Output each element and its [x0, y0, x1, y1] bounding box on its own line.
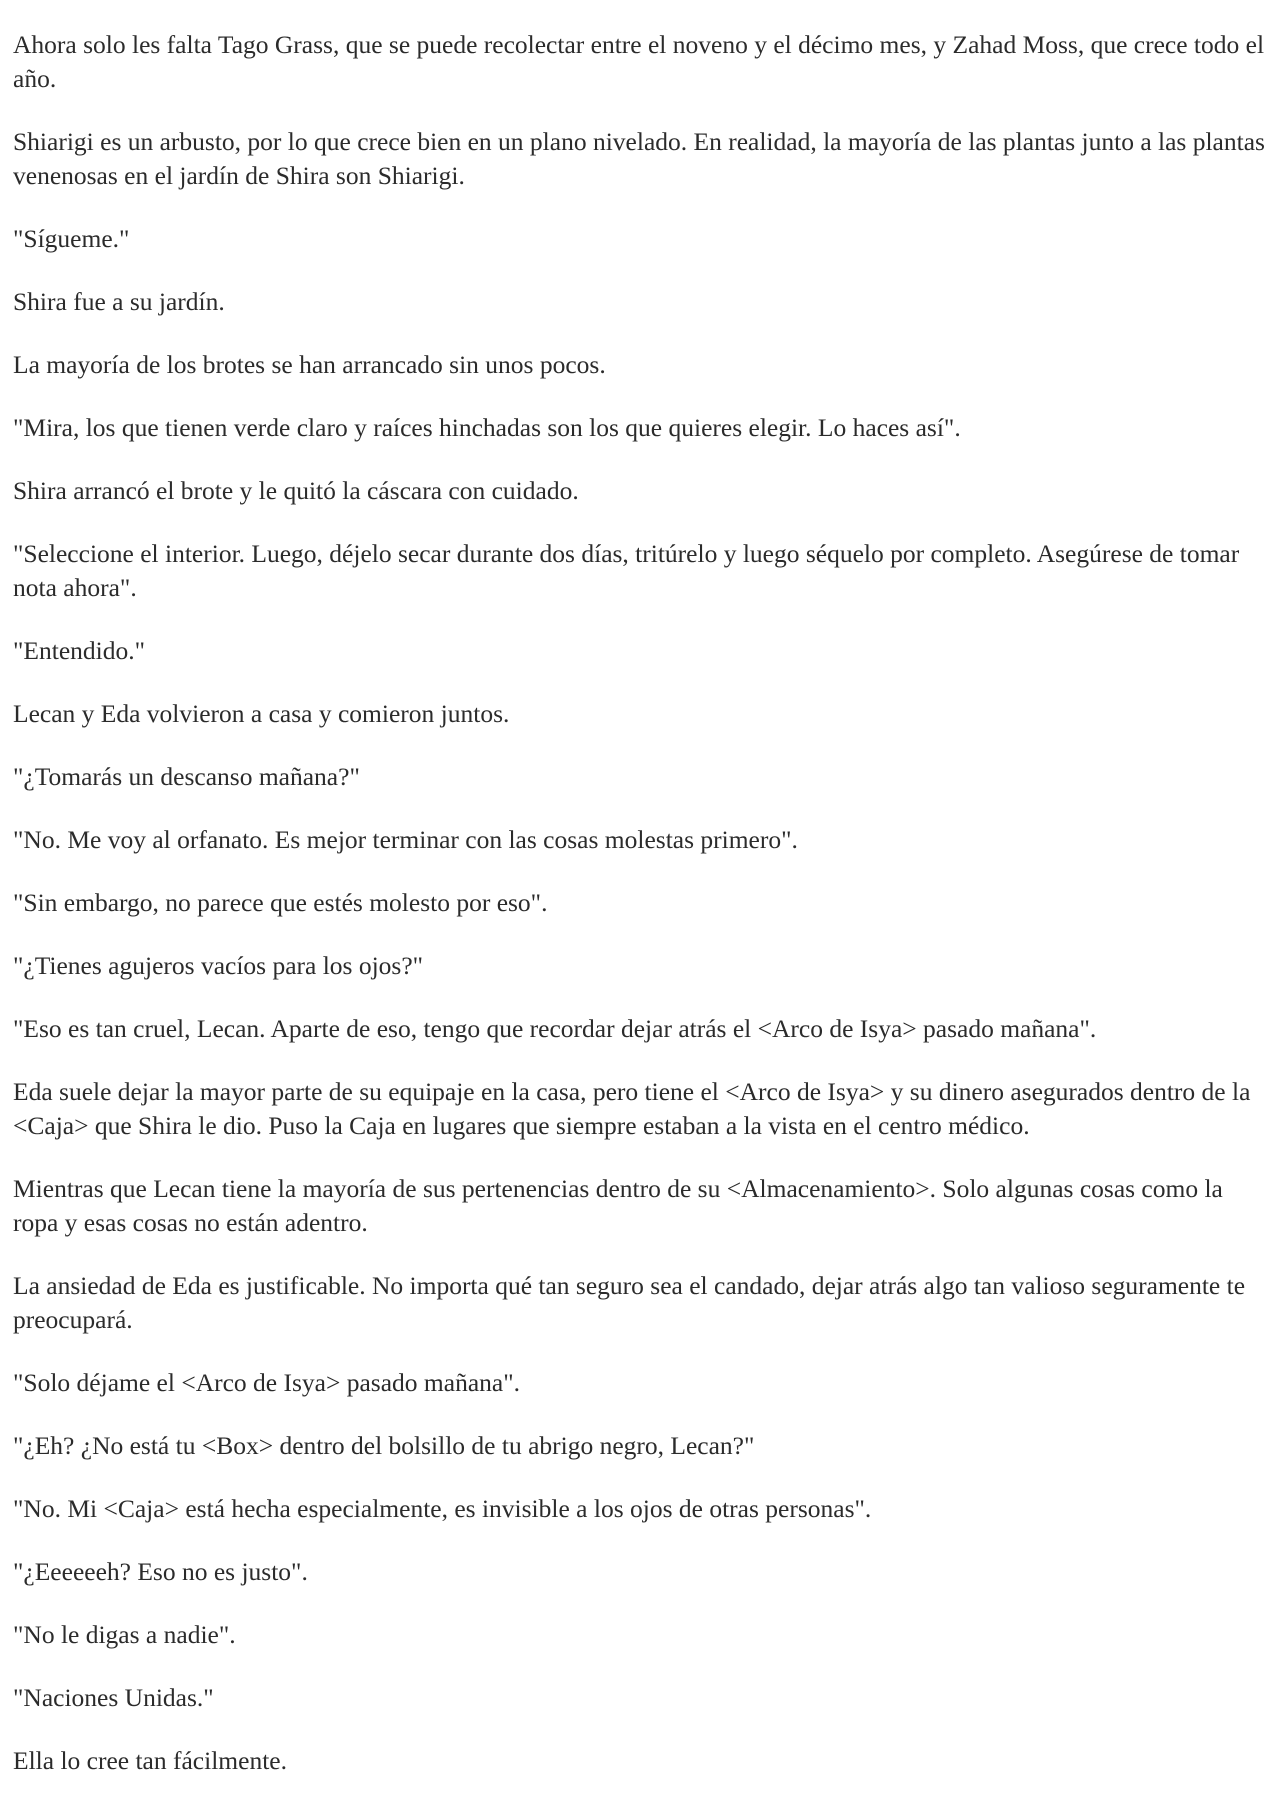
paragraph: "No. Me voy al orfanato. Es mejor terminar con las cosas molestas primero". — [13, 825, 798, 854]
paragraph: "Sígueme." — [13, 224, 130, 253]
paragraph: Shira arrancó el brote y le quitó la cáscara con cuidado. — [13, 476, 579, 505]
paragraph: "Solo déjame el <Arco de Isya> pasado mañana". — [13, 1368, 520, 1397]
paragraph: "Eso es tan cruel, Lecan. Aparte de eso, tengo que recordar dejar atrás el <Arco de Isya> pasado mañana". — [13, 1014, 1097, 1043]
paragraph: Shira fue a su jardín. — [13, 287, 225, 316]
paragraph: La mayoría de los brotes se han arrancado sin unos pocos. — [13, 350, 606, 379]
paragraph: Ahora solo les falta Tago Grass, que se puede recolectar entre el noveno y el décimo mes, y Zahad Moss, que crece todo el año. — [13, 30, 1265, 93]
paragraph: "Sin embargo, no parece que estés molesto por eso". — [13, 888, 548, 917]
paragraph: "¿Eh? ¿No está tu <Box> dentro del bolsillo de tu abrigo negro, Lecan?" — [13, 1431, 755, 1460]
paragraph: "Entendido." — [13, 636, 146, 665]
paragraph: Eda suele dejar la mayor parte de su equipaje en la casa, pero tiene el <Arco de Isya> y su dinero asegurados dentro de la <Caja> que Shira le dio. Puso la Caja en lugares que siempre estaban a la vista en el centro médico. — [13, 1077, 1251, 1140]
paragraph: "Mira, los que tienen verde claro y raíces hinchadas son los que quieres elegir. Lo haces así". — [13, 413, 961, 442]
paragraph: "Seleccione el interior. Luego, déjelo secar durante dos días, tritúrelo y luego séquelo por completo. Asegúrese de tomar nota ahora". — [13, 539, 1240, 602]
paragraph: "No. Mi <Caja> está hecha especialmente, es invisible a los ojos de otras personas". — [13, 1494, 872, 1523]
paragraph: "¿Eeeeeeh? Eso no es justo". — [13, 1557, 308, 1586]
paragraph: La ansiedad de Eda es justificable. No importa qué tan seguro sea el candado, dejar atrás algo tan valioso seguramente te preocupará. — [13, 1271, 1246, 1334]
paragraph: "Naciones Unidas." — [13, 1683, 214, 1712]
paragraph: Lecan y Eda volvieron a casa y comieron juntos. — [13, 699, 510, 728]
paragraph: Shiarigi es un arbusto, por lo que crece bien en un plano nivelado. En realidad, la mayoría de las plantas junto a las plantas venenosas en el jardín de Shira son Shiarigi. — [13, 127, 1265, 190]
paragraph: "¿Tienes agujeros vacíos para los ojos?" — [13, 951, 424, 980]
paragraph: Mientras que Lecan tiene la mayoría de sus pertenencias dentro de su <Almacenamiento>. Solo algunas cosas como la ropa y esas cosas no están adentro. — [13, 1174, 1223, 1237]
document-body — [13, 28, 1268, 1807]
paragraph: "¿Tomarás un descanso mañana?" — [13, 762, 360, 791]
paragraph: "No le digas a nadie". — [13, 1620, 236, 1649]
paragraph: Ella lo cree tan fácilmente. — [13, 1746, 287, 1775]
